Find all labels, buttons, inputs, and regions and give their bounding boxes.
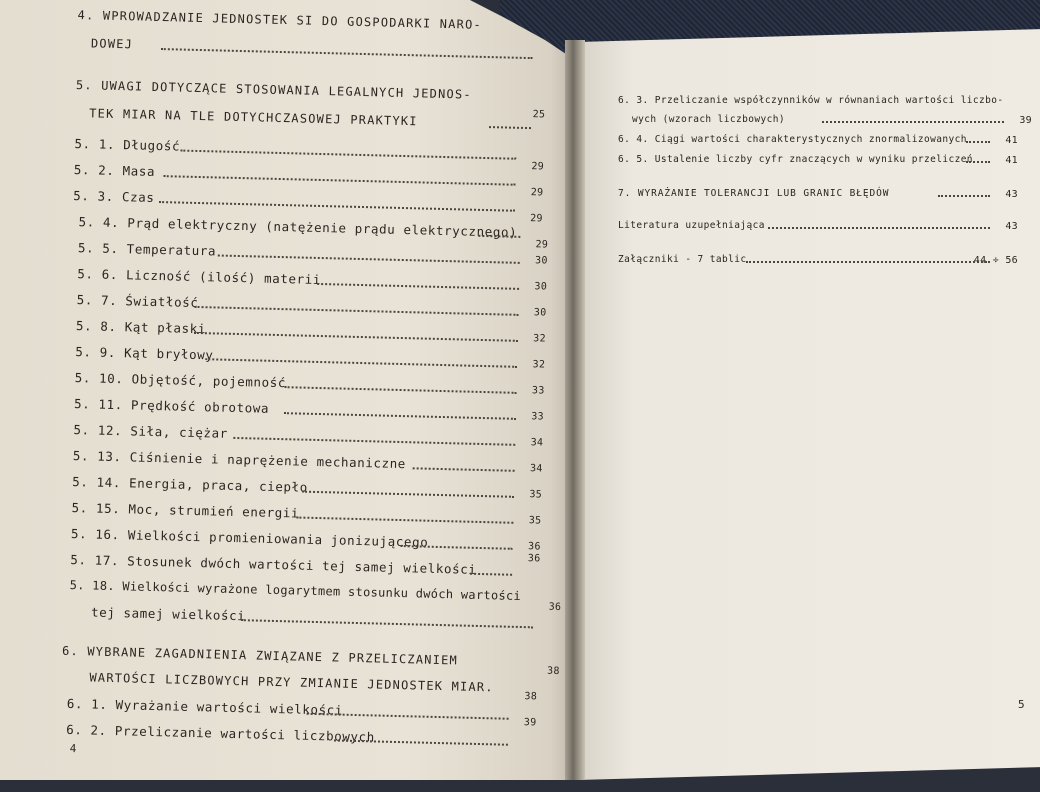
toc-entry-page: 25: [532, 109, 546, 121]
toc-entry-label: 5. 13. Ciśnienie i naprężenie mechaniczne: [72, 448, 407, 472]
toc-entry-page: 38: [546, 665, 560, 677]
toc-entry-page: 29: [531, 161, 545, 173]
toc-entry: [618, 95, 1018, 106]
toc-entry-label: wych (wzorach liczbowych): [632, 114, 785, 125]
toc-entry: [78, 240, 548, 266]
toc-entry: [66, 691, 538, 722]
toc-entry: [70, 552, 540, 578]
toc-entry: [90, 601, 562, 631]
toc-entry: [76, 292, 546, 318]
toc-entry: [618, 154, 1018, 165]
toc-entry-page: 35: [529, 489, 543, 501]
toc-entry-label: 5. 11. Prędkość obrotowa: [73, 396, 270, 416]
toc-entry-label: 6. 2. Przeliczanie wartości liczbowych: [65, 721, 376, 745]
toc-entry-page: 29: [530, 187, 544, 199]
toc-entry-page: 38: [524, 691, 538, 703]
toc-entry-label: 5. 12. Siła, ciężar: [73, 422, 229, 441]
toc-entry-label: 5. 6. Liczność (ilość) materii: [77, 266, 322, 288]
toc-entry-page: 44 ÷ 56: [973, 255, 1018, 266]
toc-entry-label: Załączniki - 7 tablic: [618, 254, 747, 265]
toc-entry-label: 6. 1. Wyrażanie wartości wielkości: [66, 695, 344, 718]
toc-entry-page: 35: [528, 515, 542, 527]
toc-entry: [70, 578, 540, 603]
toc-entry-page: 39: [1019, 115, 1032, 126]
toc-entry-label: 6. 4. Ciągi wartości charakterystycznych znormalizowanych: [618, 134, 967, 145]
toc-entry: [89, 106, 559, 131]
toc-entry: [618, 220, 1018, 231]
toc-entry-label: 5. UWAGI DOTYCZĄCE STOSOWANIA LEGALNYCH JEDNOS-: [75, 77, 472, 102]
toc-entry: [632, 114, 1032, 125]
toc-entry-page: 36: [548, 601, 562, 613]
toc-entry-label: 5. 7. Światłość: [76, 292, 199, 311]
toc-entry-page: 39: [523, 717, 537, 729]
toc-entry: [71, 500, 541, 526]
toc-entry-label: 6. WYBRANE ZAGADNIENIA ZWIĄZANE Z PRZELICZANIEM: [61, 643, 459, 668]
toc-entry: [77, 8, 547, 33]
toc-entry-page: 34: [529, 463, 543, 475]
toc-entry-label: 5. 10. Objętość, pojemność: [74, 370, 287, 391]
book-gutter: [565, 40, 585, 780]
toc-entry-label: DOWEJ: [90, 36, 134, 52]
toc-entry: [62, 644, 532, 669]
toc-entry-page: 32: [532, 359, 546, 371]
toc-entry-page: 29: [530, 213, 543, 225]
toc-entry: [71, 526, 541, 552]
toc-entry-label: 5. 4. Prąd elektryczny (natężenie prądu elektrycznego): [78, 214, 518, 240]
toc-entry-page: 41: [1005, 155, 1018, 166]
right-page-toc: [618, 0, 1032, 780]
toc-entry: [618, 254, 1018, 265]
toc-entry-label: Literatura uzupełniająca: [618, 220, 765, 231]
toc-entry-label: 5. 8. Kąt płaski: [75, 318, 207, 337]
toc-entry: [73, 448, 543, 474]
toc-entry-label: 6. 3. Przeliczanie współczynników w równaniach wartości liczbo-: [618, 95, 1004, 106]
toc-entry-label: 5. 17. Stosunek dwóch wartości tej samej wielkości: [70, 551, 477, 577]
toc-entry-page: 33: [531, 411, 545, 423]
toc-entry: [73, 422, 543, 448]
toc-entry-page: 30: [534, 255, 548, 267]
toc-entry-label: 5. 18. Wielkości wyrażone logarytmem stosunku dwóch wartości: [69, 577, 522, 604]
toc-entry: [74, 396, 544, 422]
toc-entry-label: 5. 3. Czas: [73, 187, 155, 205]
toc-entry-label: 5. 9. Kąt bryłowy: [75, 344, 214, 363]
toc-entry-page: 41: [1005, 135, 1018, 146]
toc-entry: [618, 134, 1018, 145]
toc-entry: [72, 474, 542, 500]
toc-entry: [75, 344, 545, 370]
toc-entry-page: 32: [533, 333, 546, 345]
toc-entry-page: 30: [533, 307, 547, 319]
toc-entry-page: 29: [535, 239, 549, 251]
toc-entry: [73, 187, 543, 225]
toc-entry-label: 5. 2. Masa: [73, 161, 156, 179]
toc-entry-page: 36: [527, 553, 541, 565]
toc-entry: [75, 370, 545, 396]
page-number: 5: [1018, 698, 1025, 711]
left-page-toc: [59, 0, 562, 791]
toc-entry-label: 5. 1. Długość: [74, 135, 181, 154]
toc-entry-page: 43: [1005, 221, 1018, 232]
toc-entry: [76, 318, 546, 344]
toc-entry-page: 34: [530, 437, 544, 449]
page-number: 4: [69, 742, 77, 756]
toc-entry-page: 33: [531, 385, 545, 397]
toc-entry-page: 30: [534, 281, 548, 293]
toc-entry-page: 36: [527, 541, 541, 553]
toc-entry: [77, 266, 547, 292]
toc-entry: [618, 188, 1018, 199]
toc-entry: [65, 717, 537, 748]
toc-entry-label: 5. 15. Moc, strumień energii: [71, 499, 300, 521]
toc-entry-label: 5. 5. Temperatura: [77, 240, 217, 259]
toc-entry: [91, 36, 561, 61]
toc-entry-label: 5. 14. Energia, praca, ciepło: [72, 474, 309, 495]
toc-entry-label: WARTOŚCI LICZBOWYCH PRZY ZMIANIE JEDNOSTEK MIAR.: [89, 670, 494, 695]
toc-entry-label: 7. WYRAŻANIE TOLERANCJI LUB GRANIC BŁĘDÓW: [618, 188, 890, 199]
toc-entry-page: 43: [1005, 189, 1018, 200]
toc-entry-label: 4. WPROWADZANIE JEDNOSTEK SI DO GOSPODARKI NARO-: [77, 7, 483, 32]
toc-entry-label: tej samej wielkości: [90, 604, 246, 624]
toc-entry-label: TEK MIAR NA TLE DOTYCHCZASOWEJ PRAKTYKI: [89, 106, 418, 129]
toc-entry: [89, 665, 560, 695]
toc-entry-label: 6. 5. Ustalenie liczby cyfr znaczących w wyniku przeliczeń: [618, 154, 973, 165]
toc-entry-label: 5. 16. Wielkości promieniowania jonizującego: [70, 525, 429, 550]
